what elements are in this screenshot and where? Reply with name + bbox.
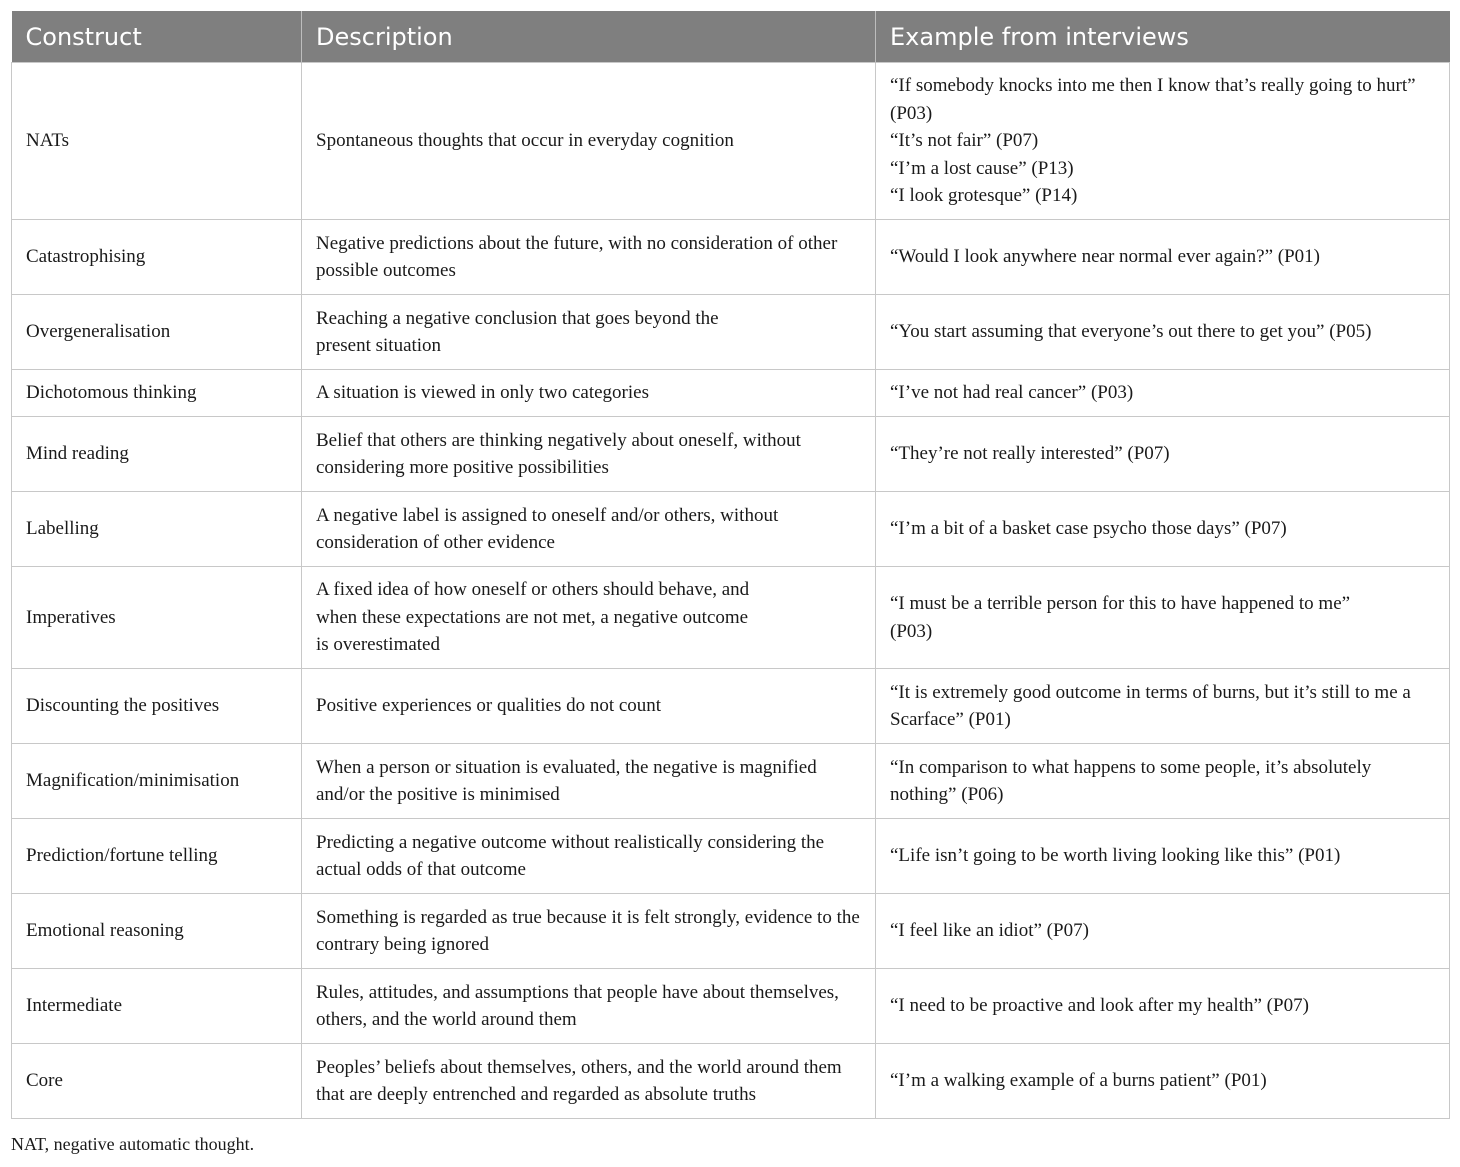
example-cell bbox=[876, 63, 1450, 220]
table-footnote: NAT, negative automatic thought. bbox=[11, 1134, 255, 1154]
table-row bbox=[12, 819, 1450, 894]
example-quote: “It’s not fair” (P07) bbox=[890, 130, 1039, 152]
description-cell: Belief that others are thinking negatively about oneself, without considering more positive possibilities bbox=[302, 417, 876, 492]
description-cell: Positive experiences or qualities do not count bbox=[302, 669, 876, 744]
description-cell: Negative predictions about the future, with no consideration of other possible outcomes bbox=[302, 220, 876, 295]
construct-cell: Core bbox=[12, 1044, 302, 1119]
construct-cell: Imperatives bbox=[12, 567, 302, 669]
description-cell: Spontaneous thoughts that occur in everyday cognition bbox=[302, 63, 876, 220]
construct-cell: Mind reading bbox=[12, 417, 302, 492]
construct-cell: Prediction/fortune telling bbox=[12, 819, 302, 894]
table-row bbox=[12, 969, 1450, 1044]
constructs-table bbox=[11, 11, 1450, 1119]
description-cell: Predicting a negative outcome without realistically considering the actual odds of that outcome bbox=[302, 819, 876, 894]
table-row bbox=[12, 669, 1450, 744]
table-row bbox=[12, 63, 1450, 220]
table-row bbox=[12, 492, 1450, 567]
table-row bbox=[12, 744, 1450, 819]
construct-cell: Catastrophising bbox=[12, 220, 302, 295]
example-quote: “I’m a lost cause” (P13) bbox=[890, 157, 1074, 179]
construct-cell: Dichotomous thinking bbox=[12, 370, 302, 417]
construct-cell: Intermediate bbox=[12, 969, 302, 1044]
example-cell: “It is extremely good outcome in terms of burns, but it’s still to me a Scarface” (P01) bbox=[876, 669, 1450, 744]
table-header-row bbox=[12, 11, 1450, 63]
construct-cell: Overgeneralisation bbox=[12, 295, 302, 370]
construct-cell: Emotional reasoning bbox=[12, 894, 302, 969]
example-cell: “They’re not really interested” (P07) bbox=[876, 417, 1450, 492]
table-row bbox=[12, 220, 1450, 295]
example-cell: “In comparison to what happens to some people, it’s absolutely nothing” (P06) bbox=[876, 744, 1450, 819]
table-container bbox=[11, 11, 1449, 1119]
description-cell: A fixed idea of how oneself or others should behave, and when these expectations are not met, a negative outcome is overestimated bbox=[302, 567, 876, 669]
header-example: Example from interviews bbox=[876, 11, 1450, 63]
table-row bbox=[12, 894, 1450, 969]
header-construct: Construct bbox=[12, 11, 302, 63]
description-cell: When a person or situation is evaluated, the negative is magnified and/or the positive is minimised bbox=[302, 744, 876, 819]
construct-cell: Magnification/minimisation bbox=[12, 744, 302, 819]
description-cell: Something is regarded as true because it is felt strongly, evidence to the contrary being ignored bbox=[302, 894, 876, 969]
example-cell: “I’ve not had real cancer” (P03) bbox=[876, 370, 1450, 417]
description-cell: A situation is viewed in only two categories bbox=[302, 370, 876, 417]
example-cell: “Would I look anywhere near normal ever again?” (P01) bbox=[876, 220, 1450, 295]
example-cell: “I feel like an idiot” (P07) bbox=[876, 894, 1450, 969]
table-row bbox=[12, 370, 1450, 417]
example-cell: “I must be a terrible person for this to have happened to me” (P03) bbox=[876, 567, 1450, 669]
construct-cell: Discounting the positives bbox=[12, 669, 302, 744]
construct-cell: NATs bbox=[12, 63, 302, 220]
description-cell: A negative label is assigned to oneself and/or others, without consideration of other evidence bbox=[302, 492, 876, 567]
table-row bbox=[12, 567, 1450, 669]
description-cell: Peoples’ beliefs about themselves, others, and the world around them that are deeply entrenched and regarded as absolute truths bbox=[302, 1044, 876, 1119]
construct-cell: Labelling bbox=[12, 492, 302, 567]
example-cell: “I’m a walking example of a burns patient” (P01) bbox=[876, 1044, 1450, 1119]
description-cell: Rules, attitudes, and assumptions that people have about themselves, others, and the world around them bbox=[302, 969, 876, 1044]
header-description: Description bbox=[302, 11, 876, 63]
table-row bbox=[12, 417, 1450, 492]
table-row bbox=[12, 295, 1450, 370]
description-cell: Reaching a negative conclusion that goes beyond the present situation bbox=[302, 295, 876, 370]
example-cell: “I need to be proactive and look after my health” (P07) bbox=[876, 969, 1450, 1044]
example-cell: “You start assuming that everyone’s out there to get you” (P05) bbox=[876, 295, 1450, 370]
example-quote: “If somebody knocks into me then I know that’s really going to hurt” (P03) bbox=[890, 75, 1416, 124]
table-row bbox=[12, 1044, 1450, 1119]
example-cell: “Life isn’t going to be worth living looking like this” (P01) bbox=[876, 819, 1450, 894]
example-cell: “I’m a bit of a basket case psycho those days” (P07) bbox=[876, 492, 1450, 567]
example-quote: “I look grotesque” (P14) bbox=[890, 185, 1078, 207]
